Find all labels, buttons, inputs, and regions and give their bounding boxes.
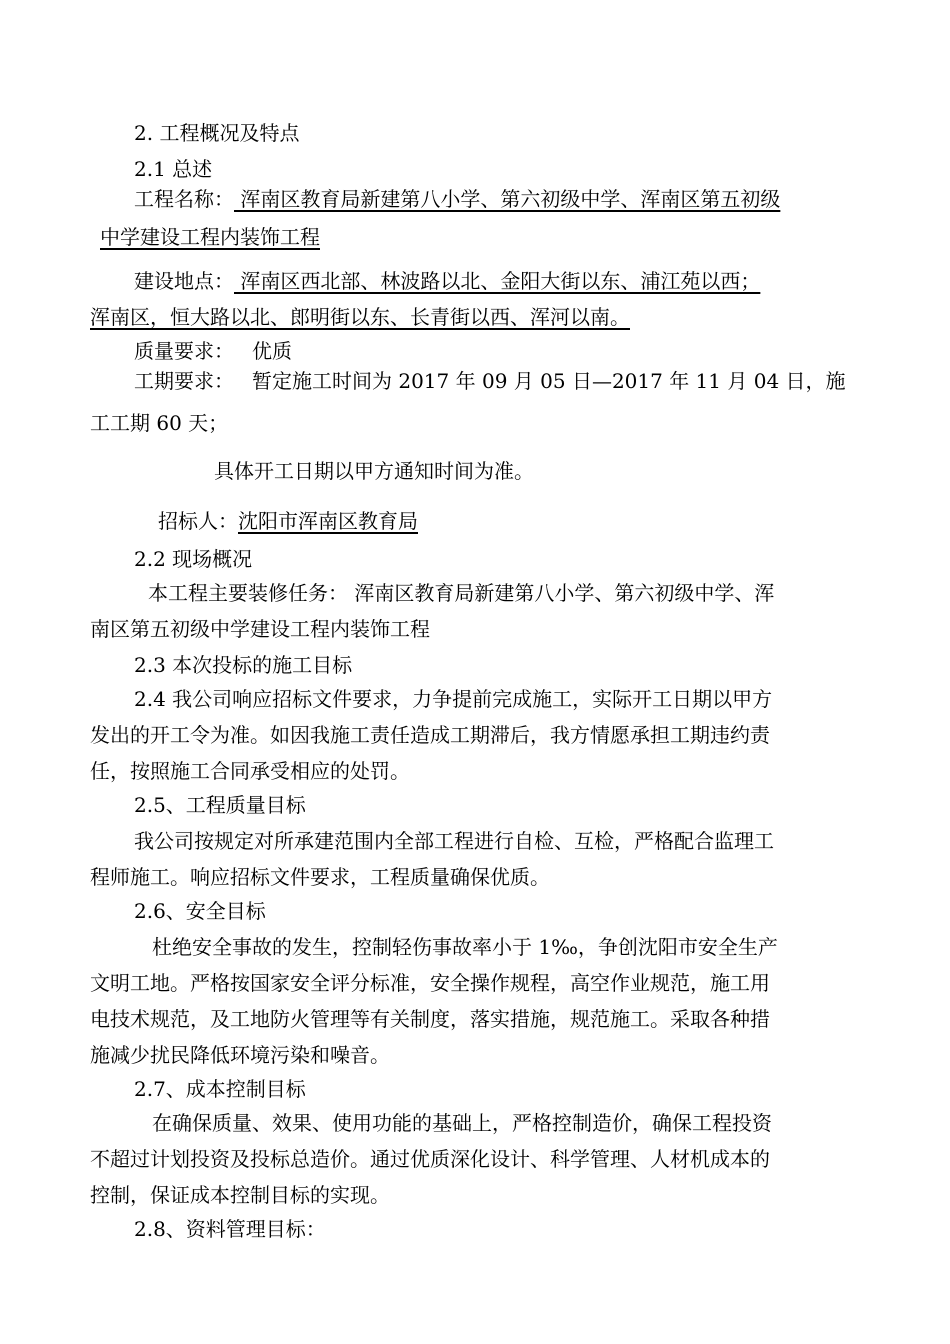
subsection-2-6: 2.6、安全目标 (134, 899, 266, 923)
subsection-2-5: 2.5、工程质量目标 (134, 793, 306, 817)
period-label: 工期要求： (134, 369, 234, 393)
site-label: 建设地点： (134, 269, 234, 293)
period-value-2: 工工期 60 天； (90, 411, 229, 435)
s26-line-1: 杜绝安全事故的发生，控制轻伤事故率小于 1‰，争创沈阳市安全生产 (152, 935, 778, 959)
s24-line-3: 任，按照施工合同承受相应的处罚。 (90, 759, 410, 783)
task-line-2: 南区第五初级中学建设工程内装饰工程 (90, 617, 430, 641)
site-value-2: 浑南区，恒大路以北、郎明街以东、长青街以西、浑河以南。 (90, 305, 630, 329)
subsection-2-8: 2.8、资料管理目标： (134, 1217, 326, 1241)
project-name-row-2 (100, 224, 320, 250)
quality-value: 优质 (252, 339, 292, 363)
s27-line-1: 在确保质量、效果、使用功能的基础上，严格控制造价，确保工程投资 (152, 1111, 772, 1135)
section-heading: 2. 工程概况及特点 (134, 121, 300, 145)
start-note: 具体开工日期以甲方通知时间为准。 (214, 459, 534, 483)
s26-line-4: 施减少扰民降低环境污染和噪音。 (90, 1043, 390, 1067)
s27-line-2: 不超过计划投资及投标总造价。通过优质深化设计、科学管理、人材机成本的 (90, 1147, 770, 1171)
quality-row (134, 338, 292, 364)
subsection-2-1: 2.1 总述 (134, 157, 213, 181)
tenderer-label: 招标人： (158, 509, 238, 533)
period-row (134, 368, 858, 394)
site-value-1: 浑南区西北部、林波路以北、金阳大街以东、浦江苑以西； (234, 269, 761, 293)
task-line-1: 本工程主要装修任务： 浑南区教育局新建第八小学、第六初级中学、浑 (148, 581, 775, 605)
tenderer-value: 沈阳市浑南区教育局 (238, 509, 418, 533)
tenderer-row (158, 508, 418, 534)
project-name-row (134, 186, 858, 212)
site-row (134, 268, 760, 294)
project-name-label: 工程名称： (134, 187, 234, 211)
subsection-2-2: 2.2 现场概况 (134, 547, 253, 571)
s25-line-2: 程师施工。响应招标文件要求，工程质量确保优质。 (90, 865, 550, 889)
s24-line-2: 发出的开工令为准。如因我施工责任造成工期滞后，我方情愿承担工期违约责 (90, 723, 770, 747)
quality-label: 质量要求： (134, 339, 234, 363)
s27-line-3: 控制，保证成本控制目标的实现。 (90, 1183, 390, 1207)
period-value-1: 暂定施工时间为 2017 年 09 月 05 日—2017 年 11 月 04 日，施 (252, 369, 846, 393)
subsection-2-7: 2.7、成本控制目标 (134, 1077, 306, 1101)
s25-line-1: 我公司按规定对所承建范围内全部工程进行自检、互检，严格配合监理工 (134, 829, 774, 853)
site-row-2 (90, 304, 630, 330)
project-name-value-2: 中学建设工程内装饰工程 (100, 225, 320, 249)
s26-line-2: 文明工地。严格按国家安全评分标准，安全操作规程，高空作业规范，施工用 (90, 971, 770, 995)
s24-line-1: 2.4 我公司响应招标文件要求，力争提前完成施工，实际开工日期以甲方 (134, 687, 773, 711)
project-name-value-1: 浑南区教育局新建第八小学、第六初级中学、浑南区第五初级 (234, 187, 781, 211)
subsection-2-3: 2.3 本次投标的施工目标 (134, 653, 353, 677)
s26-line-3: 电技术规范，及工地防火管理等有关制度，落实措施，规范施工。采取各种措 (90, 1007, 770, 1031)
